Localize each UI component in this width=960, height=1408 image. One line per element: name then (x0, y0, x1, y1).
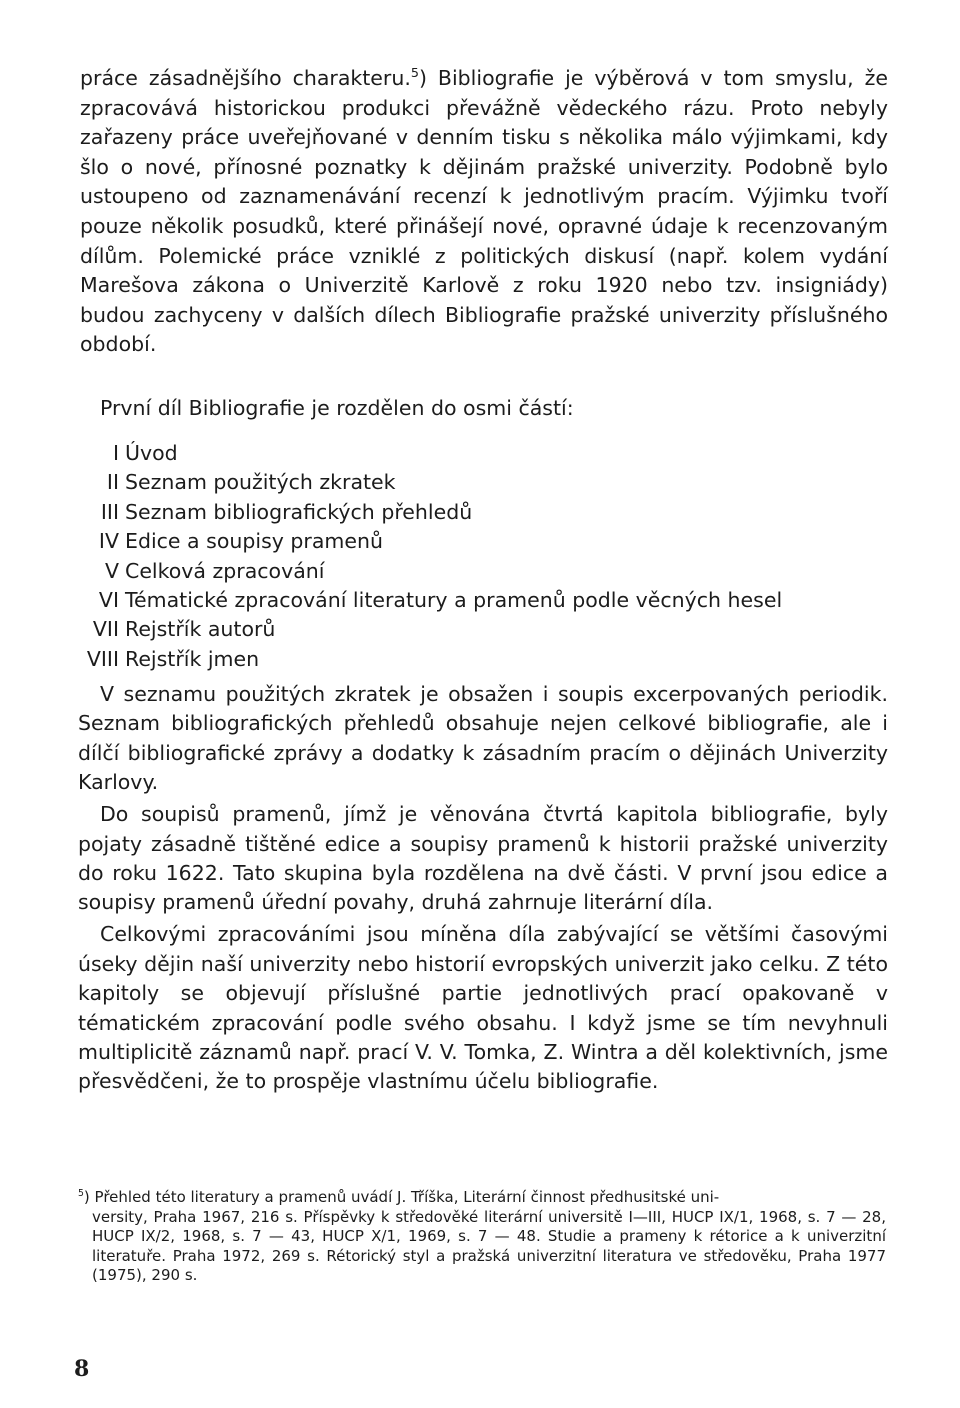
footnote-continuation: versity, Praha 1967, 216 s. Příspěvky k středověké literární universitě I—III, HUCP IX/1, 1968, s. 7 — 28, HUCP IX/2, 1968, s. 7 — 43, HUCP X/1, 1969, s. 7 — 48. Studie a prameny k rétorice a k univerzitní literatuře. Praha 1972, 269 s. Rétorický styl a pražská univerzitní literatura ve středověku, Praha 1977 (1975), 290 s. (92, 1207, 886, 1285)
parts-list-item (60, 615, 920, 644)
part-number: VIII (86, 646, 119, 671)
body-text (78, 680, 888, 1099)
part-title: Rejstřík jmen (125, 646, 260, 671)
part-number: II (106, 470, 119, 495)
parts-list-item (60, 586, 920, 615)
footnote-mark: 5 (78, 1188, 84, 1199)
part-number: III (100, 499, 119, 524)
part-title: Úvod (125, 441, 178, 465)
footnote-text: ) Přehled této literatury a pramenů uvádí J. Tříška, Literární činnost předhusitské uni- (83, 1188, 720, 1206)
parts-list-item (60, 498, 920, 527)
part-number: VI (98, 587, 119, 612)
parts-list-item (60, 468, 920, 497)
paragraph-overviews: Celkovými zpracováními jsou míněna díla zabývající se většími časovými úseky dějin naší univerzity nebo historií evropských univerzit jako celku. Z této kapitoly se objevují příslušné partie jednotlivých prací opakovaně v tématickém zpracování podle svého obsahu. I když jsme se tím nevyhnuli multiplicitě záznamů např. prací V. V. Tomka, Z. Wintra a děl kolektivních, jsme přesvědčeni, že to prospěje vlastnímu účelu bibliografie. (78, 922, 888, 1094)
part-title: Seznam použitých zkratek (125, 470, 396, 495)
part-number: V (104, 558, 119, 583)
parts-list-item (60, 439, 920, 468)
part-title: Tématické zpracování literatury a pramenů podle věcných hesel (125, 587, 783, 612)
part-title: Rejstřík autorů (125, 617, 276, 642)
part-title: Seznam bibliografických přehledů (125, 499, 473, 524)
footnote-reference: 5 (410, 65, 419, 81)
part-number: IV (98, 529, 119, 554)
parts-list-item (60, 557, 920, 586)
part-number: I (112, 441, 119, 465)
part-title: Edice a soupisy pramenů (125, 529, 383, 554)
paragraph-opening (80, 64, 888, 360)
parts-list-item (60, 645, 920, 674)
paragraph-sources: Do soupisů pramenů, jímž je věnována čtvrtá kapitola bibliografie, byly pojaty zásadně tištěné edice a soupisy pramenů k historii pražské univerzity do roku 1622. Tato skupina byla rozdělena na dvě části. V první jsou edice a soupisy pramenů úřední povahy, druhá zahrnuje literární díla. (78, 802, 888, 915)
paragraph-opening-text-a: práce zásadnějšího charakteru. (80, 66, 411, 90)
parts-intro-sentence: První díl Bibliografie je rozdělen do osmi částí: (100, 396, 574, 420)
paragraph-opening-text-b: ) Bibliografie je výběrová v tom smyslu, že zpracovává historickou produkci převážně vědeckého rázu. Proto nebyly zařazeny práce uveřejňované v denním tisku s několika málo výjimkami, kdy šlo o nové, přínosné poznatky k dějinám pražské univerzity. Podobně bylo ustoupeno od zaznamenávání recenzí k jednotlivým pracím. Výjimku tvoří pouze několik posudků, které přinášejí nové, opravné údaje k recenzovaným dílům. Polemické práce vzniklé z politických diskusí (např. kolem vydání Marešova zákona o Univerzitě Karlově z roku 1920 nebo tzv. insigniády) budou zachyceny v dalších dílech Bibliografie pražské univerzity příslušného období. (80, 66, 888, 357)
part-title: Celková zpracování (125, 558, 325, 583)
footnote-first-line (78, 1188, 886, 1208)
parts-list-item (60, 527, 920, 556)
footnote (78, 1188, 886, 1286)
parts-list (60, 439, 920, 674)
part-number: VII (92, 617, 119, 642)
page-number: 8 (74, 1356, 90, 1382)
paragraph-abbreviations: V seznamu použitých zkratek je obsažen i soupis excerpovaných periodik. Seznam bibliografických přehledů obsahuje nejen celkové bibliografie, ale i dílčí bibliografické zprávy a dodatky k zásadním pracím o dějinách Univerzity Karlovy. (78, 682, 888, 795)
